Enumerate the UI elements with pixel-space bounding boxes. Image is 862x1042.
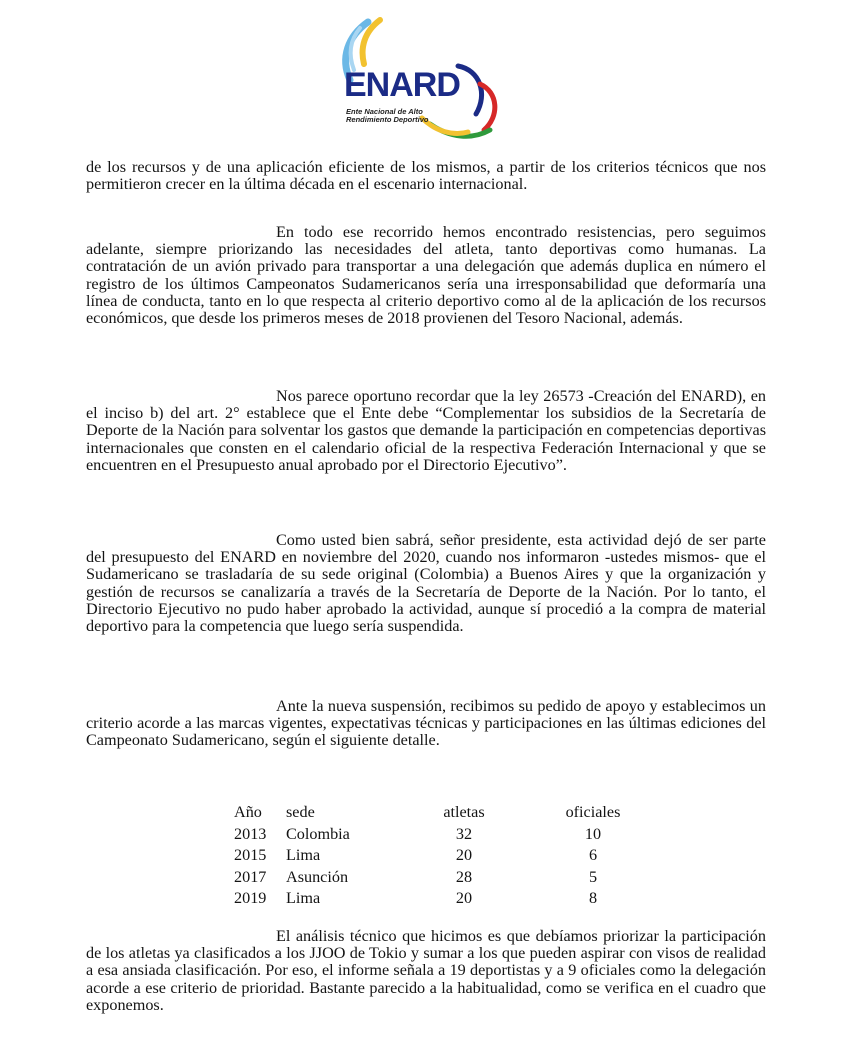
table-row: [234, 824, 638, 846]
cell-atletas: 20: [455, 846, 473, 864]
logo-subtitle-line2: Rendimiento Deportivo: [346, 115, 429, 124]
cell-year: 2017: [234, 867, 267, 886]
header-oficiales: oficiales: [565, 803, 621, 821]
cell-oficiales: 10: [584, 824, 602, 843]
paragraph-6: El análisis técnico que hicimos es que debíamos priorizar la participación de los atletas ya clasificados a los JJOO de Tokio y sumar a los que pueden aspirar con visos de realidad a esa ansiada clasificación. Por eso, el informe señala a 19 deportistas y a 9 oficiales como la delegación acorde a ese criterio de prioridad. Bastante parecido a la habitualidad, como se verifica en el cuadro que exponemos.: [86, 927, 766, 1014]
cell-oficiales: 5: [588, 867, 598, 886]
cell-atletas: 28: [455, 867, 473, 886]
table-row: [234, 845, 638, 867]
cell-year: 2015: [234, 846, 267, 864]
header-atletas: atletas: [443, 803, 485, 821]
table-header-row: [234, 802, 638, 824]
enard-logo: [330, 14, 530, 144]
logo-subtitle-line1: Ente Nacional de Alto: [346, 107, 423, 116]
paragraph-3: Nos parece oportuno recordar que la ley 26573 -Creación del ENARD), en el inciso b) del art. 2° establece que el Ente debe “Complementar los subsidios de la Secretaría de Deporte de la Nación para solventar los gastos que demande la participación en competencias deportivas internacionales que consten en el calendario oficial de la respectiva Federación Internacional y que se encuentren en el Presupuesto anual aprobado por el Directorio Ejecutivo”.: [86, 387, 766, 474]
cell-year: 2013: [234, 824, 267, 843]
header-sede: sede: [286, 803, 315, 821]
logo-subtitle: [346, 108, 429, 124]
paragraph-4: Como usted bien sabrá, señor presidente, esta actividad dejó de ser parte del presupuesto del ENARD en noviembre del 2020, cuando nos informaron -ustedes mismos- que el Sudamericano se trasladaría de su sede original (Colombia) a Buenos Aires y que la organización y gestión de recursos se canalizaría a través de la Secretaría de Deporte de la Nación. Por lo tanto, el Directorio Ejecutivo no pudo haber aprobado la actividad, aunque sí procedió a la compra de material deportivo para la competencia que luego sería suspendida.: [86, 531, 766, 636]
logo-title: ENARD: [344, 66, 460, 104]
paragraph-1: de los recursos y de una aplicación eficiente de los mismos, a partir de los criterios técnicos que nos permitieron crecer en la última década en el escenario internacional.: [86, 158, 766, 194]
header-year: Año: [234, 803, 262, 821]
cell-sede: Lima: [286, 889, 321, 907]
cell-oficiales: 6: [588, 846, 598, 864]
cell-sede: Lima: [286, 846, 321, 864]
cell-atletas: 20: [455, 889, 473, 907]
cell-sede: Colombia: [286, 824, 350, 843]
cell-atletas: 32: [455, 824, 473, 843]
cell-oficiales: 8: [588, 889, 598, 907]
cell-sede: Asunción: [286, 867, 349, 886]
delegation-table: [234, 802, 638, 910]
table-row: [234, 888, 638, 910]
cell-year: 2019: [234, 889, 267, 907]
table-row: [234, 867, 638, 889]
paragraph-5: Ante la nueva suspensión, recibimos su pedido de apoyo y establecimos un criterio acorde a las marcas vigentes, expectativas técnicas y participaciones en las últimas ediciones del Campeonato Sudamericano, según el siguiente detalle.: [86, 697, 766, 750]
paragraph-2: En todo ese recorrido hemos encontrado resistencias, pero seguimos adelante, siempre priorizando las necesidades del atleta, tanto deportivas como humanas. La contratación de un avión privado para transportar a una delegación que además duplica en número el registro de los últimos Campeonatos Sudamericanos sería una irresponsabilidad que deformaría una línea de conducta, tanto en lo que respecta al criterio deportivo como al de la aplicación de los recursos económicos, que desde los primeros meses de 2018 provienen del Tesoro Nacional, además.: [86, 223, 766, 328]
